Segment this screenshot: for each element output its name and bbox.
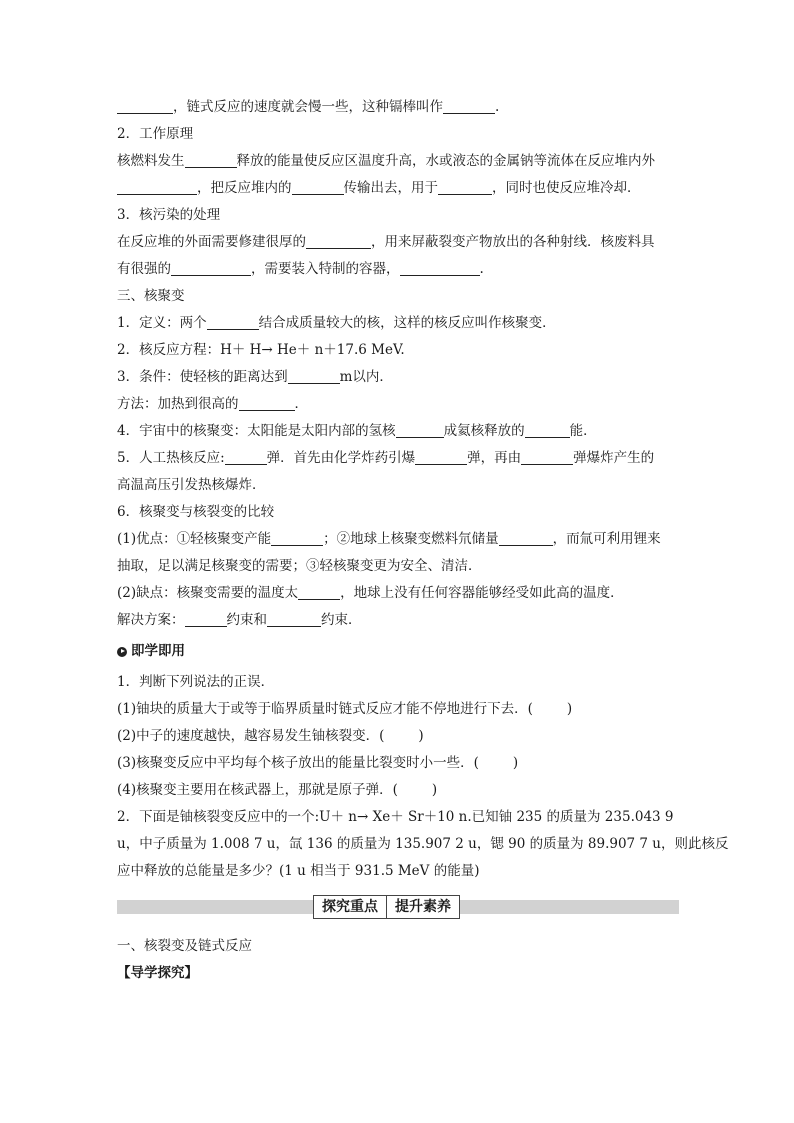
- fill-blank[interactable]: [438, 178, 492, 195]
- text-line: 应中释放的总能量是多少？(1 u 相当于 931.5 MeV 的能量): [117, 863, 480, 879]
- text-line: (1)优点：①轻核聚变产能 ；②地球上核聚变燃料氘储量 ，而氚可利用锂来: [117, 531, 661, 547]
- fill-blank[interactable]: [525, 421, 570, 438]
- fill-blank[interactable]: [117, 178, 197, 195]
- text-line: (2)缺点：核聚变需要的温度太 ，地球上没有任何容器能够经受如此高的温度．: [117, 585, 624, 601]
- fill-blank[interactable]: [292, 178, 344, 195]
- text-line: 抽取，足以满足核聚变的需要；③轻核聚变更为安全、清洁．: [117, 558, 482, 574]
- text-line: 方法：加热到很高的 ．: [117, 396, 308, 412]
- fill-blank[interactable]: [306, 232, 371, 249]
- text-line: 1．定义：两个 结合成质量较大的核，这样的核反应叫作核聚变．: [117, 315, 556, 331]
- practice-heading: 即学即用: [117, 638, 679, 665]
- fill-blank[interactable]: [207, 313, 259, 330]
- text-line: 4．宇宙中的核聚变：太阳能是太阳内部的氢核 成氦核释放的 能．: [117, 423, 597, 439]
- fill-blank[interactable]: [185, 151, 237, 168]
- document-page: [117, 94, 729, 987]
- fill-blank[interactable]: [499, 529, 553, 546]
- section-banner: [117, 895, 679, 919]
- section-title: 2．工作原理: [117, 126, 194, 142]
- fill-blank[interactable]: [271, 529, 323, 546]
- text-line: 核燃料发生 释放的能量使反应区温度升高，水或液态的金属钠等流体在反应堆内外: [117, 153, 655, 169]
- equation-line: 2．核反应方程：H＋ H→ He＋ n＋17.6 MeV.: [117, 342, 405, 358]
- fusion-equation: H＋ H→ He＋ n＋17.6 MeV.: [220, 342, 405, 358]
- banner-left-label: 探究重点: [322, 899, 378, 915]
- fill-blank[interactable]: [415, 448, 467, 465]
- judgement-item: (2)中子的速度越快，越容易发生铀核裂变．( ): [117, 728, 424, 744]
- fill-blank[interactable]: [185, 610, 227, 627]
- guide-heading: 【导学探究】: [117, 965, 198, 981]
- text-line: ，把反应堆内的 传输出去，用于 ，同时也使反应堆冷却．: [117, 175, 679, 202]
- text-line: u，中子质量为 1.008 7 u，氙 136 的质量为 135.907 2 u，锶 90 的质量为 89.907 7 u，则此核反: [117, 836, 729, 852]
- text-line: 高温高压引发热核爆炸．: [117, 477, 266, 493]
- judgement-item: (1)铀块的质量大于或等于临界质量时链式反应才能不停地进行下去．( ): [117, 701, 573, 717]
- fill-blank[interactable]: [443, 97, 495, 114]
- section-heading: 三、核聚变: [117, 288, 185, 304]
- text-line: 3．条件：使轻核的距离达到 m以内．: [117, 369, 393, 385]
- text-line: 在反应堆的外面需要修建很厚的 ，用来屏蔽裂变产物放出的各种射线．核废料具: [117, 234, 655, 250]
- text-line: 6．核聚变与核裂变的比较: [117, 504, 275, 520]
- fill-blank[interactable]: [396, 421, 444, 438]
- question-2: 2．下面是铀核裂变反应中的一个:U＋ n→ Xe＋ Sr＋10 n.已知铀 235 的质量为 235.043 9: [117, 809, 674, 825]
- fill-blank[interactable]: [267, 610, 321, 627]
- text-line: ，链式反应的速度就会慢一些，这种镉棒叫作 .: [117, 94, 679, 121]
- text-line: 有很强的 ，需要装入特制的容器， .: [117, 261, 484, 277]
- judgement-item: (4)核聚变主要用在核武器上，那就是原子弹．( ): [117, 782, 438, 798]
- fill-blank[interactable]: [239, 394, 295, 411]
- banner-right-label: 提升素养: [386, 896, 459, 918]
- question-1: 1．判断下列说法的正误．: [117, 674, 275, 690]
- fill-blank[interactable]: [225, 448, 267, 465]
- fill-blank[interactable]: [400, 259, 480, 276]
- fill-blank[interactable]: [171, 259, 251, 276]
- fill-blank[interactable]: [288, 367, 340, 384]
- section-title: 3．核污染的处理: [117, 207, 221, 223]
- fill-blank[interactable]: [117, 97, 173, 114]
- banner-box: [313, 895, 460, 919]
- text-line: 解决方案： 约束和 约束．: [117, 612, 362, 628]
- play-circle-icon: [117, 647, 127, 657]
- text-line: 5．人工热核反应: 弹．首先由化学炸药引爆 弹，再由 弹爆炸产生的: [117, 450, 655, 466]
- judgement-item: (3)核聚变反应中平均每个核子放出的能量比裂变时小一些．( ): [117, 755, 519, 771]
- fill-blank[interactable]: [521, 448, 573, 465]
- fission-equation: U＋ n→ Xe＋ Sr＋10 n.已知铀 235 的质量为 235.043 9: [319, 809, 674, 825]
- section-heading: 一、核裂变及链式反应: [117, 938, 252, 954]
- fill-blank[interactable]: [298, 583, 340, 600]
